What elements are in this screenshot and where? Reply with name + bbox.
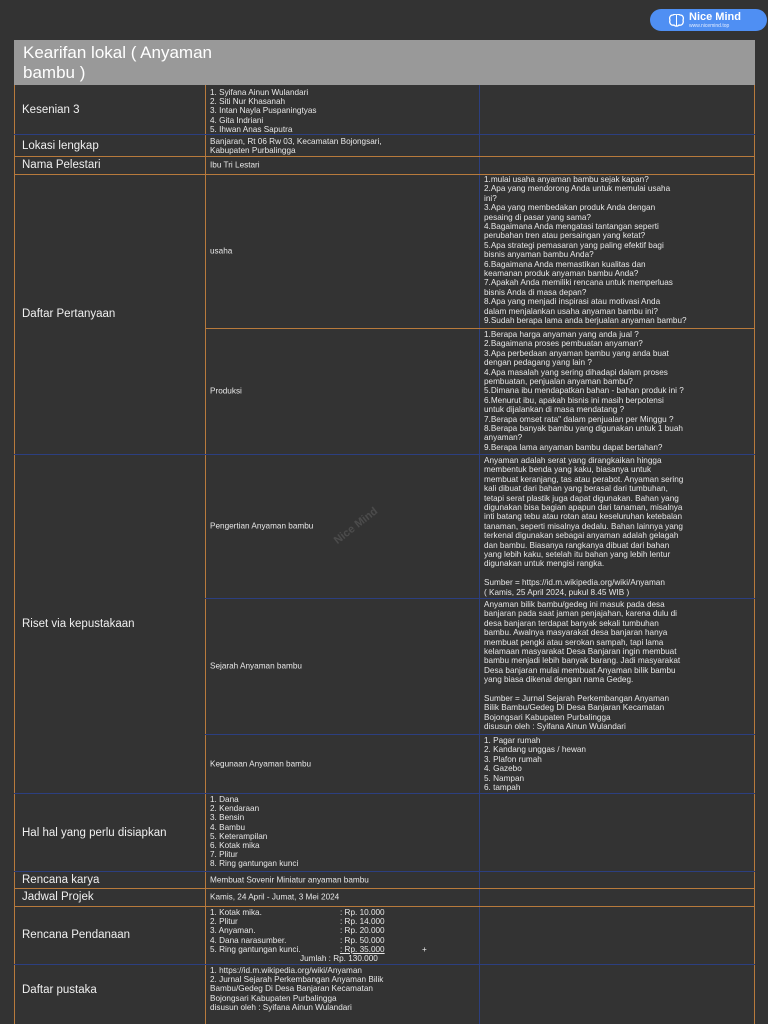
question-line: untuk dijalankan di masa mendatang ? <box>484 405 625 415</box>
plus-sign: + <box>422 944 427 954</box>
source-date-line: ( Kamis, 25 April 2024, pukul 8.45 WIB ) <box>484 587 630 597</box>
question-line: bisnis anyaman bambu Anda? <box>484 250 594 260</box>
budget-total: Jumlah : Rp. 130.000 <box>300 954 378 964</box>
text-line: digunakan bisa bagian apapun dari tanaman, misalnya <box>484 503 683 513</box>
question-line: ini? <box>484 193 497 203</box>
budget-price: : Rp. 50.000 <box>340 935 385 945</box>
budget-item: 2. Plitur <box>210 917 238 927</box>
lokasi-value <box>210 137 476 155</box>
member-item: 4. Gita Indriani <box>210 115 264 125</box>
question-line: 2.Apa yang mendorong Anda untuk memulai usaha <box>484 184 671 194</box>
usaha-questions <box>484 175 754 326</box>
reference-line: Bambu/Gedeg Di Desa Banjaran Kecamatan <box>210 984 373 994</box>
title-line-2: bambu ) <box>23 63 86 82</box>
question-line: 4.Apa masalah yang sering dihadapi dalam proses <box>484 367 668 377</box>
list-item: 3. Plafon rumah <box>484 754 542 764</box>
question-line: perubahan tren atau persaingan yang ketat? <box>484 231 646 241</box>
text-line: Anyaman adalah serat yang dirangkaikan hingga <box>484 456 662 465</box>
question-line: 9.Sudah berapa lama anda berjualan anyaman bambu? <box>484 316 687 326</box>
source-line: Sumber = https://id.m.wikipedia.org/wiki/Anyaman <box>484 578 665 588</box>
list-item: 2. Kendaraan <box>210 804 260 814</box>
question-line: 5.Apa strategi pemasaran yang paling efektif bagi <box>484 240 664 250</box>
list-item: 1. Pagar rumah <box>484 736 541 745</box>
blank-line <box>484 569 754 578</box>
kegunaan-label: Kegunaan Anyaman bambu <box>210 759 312 769</box>
question-line: dalam menjalankan usaha anyaman bambu ini? <box>484 306 658 316</box>
reference-line: 2. Jurnal Sejarah Perkembangan Anyaman Bilik <box>210 975 384 985</box>
persiapan-list <box>210 795 476 869</box>
source-line: disusun oleh : Syifana Ainun Wulandari <box>484 722 626 732</box>
reference-line: Bojongsari Kabupaten Purbalingga <box>210 993 337 1003</box>
text-line: kali dibuat dari bahan yang berasal dari tumbuhan, <box>484 484 668 494</box>
pelestari-label: Nama Pelestari <box>22 159 101 171</box>
budget-price: : Rp. 10.000 <box>340 908 385 917</box>
question-line: 2.Bagaimana proses pembuatan anyaman? <box>484 339 643 349</box>
lokasi-line: Banjaran, Rt 06 Rw 03, Kecamatan Bojongsari, <box>210 137 382 146</box>
text-line: dan bambu. Biasanya rangkanya dibuat dari bahan <box>484 540 670 550</box>
list-item: 6. Kotak mika <box>210 841 260 851</box>
list-item: 2. Kandang unggas / hewan <box>484 745 586 755</box>
kegunaan-list <box>484 736 754 792</box>
badge-url: www.nicemind.top <box>689 22 730 29</box>
question-line: 6.Bagaimana Anda memastikan kualitas dan <box>484 259 646 269</box>
text-line: membuat keranjang, tas atau perabot. Anyaman sering <box>484 474 684 484</box>
question-line: 6.Menurut ibu, apakah bisnis ini masih berpotensi <box>484 395 664 405</box>
member-item: 3. Intan Nayla Puspaningtyas <box>210 106 317 116</box>
text-line: yang biasa dikenal dengan nama Gedeg. <box>484 675 634 685</box>
question-line: pesaing di pasar yang sama? <box>484 212 591 222</box>
watermark: Nice Mind <box>331 505 381 547</box>
member-item: 1. Syifana Ainun Wulandari <box>210 88 309 97</box>
question-line: 8.Berapa banyak bambu yang digunakan untuk 1 buah <box>484 424 683 434</box>
question-line: 5.Dimana ibu mendapatkan bahan - bahan produk ini ? <box>484 386 684 396</box>
produksi-questions <box>484 330 754 452</box>
list-item: 7. Plitur <box>210 850 238 860</box>
pustaka-list <box>210 966 476 1012</box>
question-line: 4.Bagaimana Anda mengatasi tantangan seperti <box>484 222 659 232</box>
reference-line: 1. https://id.m.wikipedia.org/wiki/Anyaman <box>210 966 362 975</box>
persiapan-label: Hal hal yang perlu disiapkan <box>22 827 167 839</box>
pendanaan-list <box>210 908 476 963</box>
text-line: yang lebih kaku, setelah itu bahan yang lebih lentur <box>484 550 671 560</box>
question-line: 1.mulai usaha anyaman bambu sejak kapan? <box>484 175 649 184</box>
list-item: 4. Bambu <box>210 822 246 832</box>
reference-line: disusun oleh : Syifana Ainun Wulandari <box>210 1002 352 1012</box>
member-item: 5. Ihwan Anas Saputra <box>210 124 293 134</box>
list-item: 8. Ring gantungan kunci <box>210 859 299 869</box>
sejarah-label: Sejarah Anyaman bambu <box>210 661 302 671</box>
title-line-1: Kearifan lokal ( Anyaman <box>23 43 212 62</box>
text-line: membentuk benda yang kaku, biasanya untuk <box>484 465 652 475</box>
budget-price: : Rp. 35.000 <box>340 944 385 954</box>
pendanaan-label: Rencana Pendanaan <box>22 929 131 941</box>
karya-value: Membuat Sovenir Miniatur anyaman bambu <box>210 875 369 885</box>
question-line: 3.Apa yang membedakan produk Anda dengan <box>484 203 656 213</box>
member-list <box>210 88 476 134</box>
produksi-label: Produksi <box>210 386 242 396</box>
member-item: 2. Siti Nur Khasanah <box>210 97 286 107</box>
text-line: inti batang tebu atau rotan atau keseluruhan ketebalan <box>484 512 683 522</box>
question-line: bisnis Anda di masa depan? <box>484 287 587 297</box>
question-line: 7.Apakah Anda memiliki rencana untuk memperluas <box>484 278 673 288</box>
pelestari-value: Ibu Tri Lestari <box>210 160 260 170</box>
text-line: bambu. Awalnya masyarakat desa banjaran hanya <box>484 628 668 638</box>
badge-name: Nice Mind <box>689 10 741 23</box>
text-line: desa banjaran terdapat banyak sekali tumbuhan <box>484 618 659 628</box>
lokasi-line: Kabupaten Purbalingga <box>210 146 296 156</box>
pengertian-label: Pengertian Anyaman bambu <box>210 521 314 531</box>
jadwal-value: Kamis, 24 April - Jumat, 3 Mei 2024 <box>210 892 340 902</box>
question-line: dengan pedagang yang lain ? <box>484 358 592 368</box>
list-item: 3. Bensin <box>210 813 245 823</box>
list-item: 5. Keterampilan <box>210 831 268 841</box>
list-item: 1. Dana <box>210 795 239 804</box>
kesenian-label: Kesenian 3 <box>22 104 80 116</box>
pertanyaan-label: Daftar Pertanyaan <box>22 308 116 320</box>
list-item: 4. Gazebo <box>484 764 522 774</box>
sejarah-text <box>484 600 754 732</box>
list-item: 6. tampah <box>484 783 521 793</box>
question-line: 9.Berapa lama anyaman bambu dapat bertahan? <box>484 442 663 452</box>
budget-item: 3. Anyaman. <box>210 926 256 936</box>
budget-row <box>210 908 476 917</box>
question-line: 3.Apa perbedaan anyaman bambu yang anda buat <box>484 348 669 358</box>
karya-label: Rencana karya <box>22 874 100 886</box>
budget-row <box>210 945 476 954</box>
document-title <box>14 40 755 85</box>
jadwal-label: Jadwal Projek <box>22 891 94 903</box>
brain-logo-icon <box>669 14 684 27</box>
question-line: 8.Apa yang menjadi inspirasi atau motivasi Anda <box>484 297 661 307</box>
source-line: Bojongsari Kabupaten Purbalingga <box>484 712 611 722</box>
budget-row <box>210 926 476 935</box>
budget-price: : Rp. 14.000 <box>340 917 385 927</box>
text-line: kelamaan masyarakat Desa Banjaran ingin membuat <box>484 647 677 657</box>
budget-item: 5. Ring gantungan kunci. <box>210 944 301 954</box>
pustaka-label: Daftar pustaka <box>22 984 97 996</box>
text-line: banjaran pada saat jaman penjajahan, karena dulu di <box>484 609 678 619</box>
source-line: Sumber = Jurnal Sejarah Perkembangan Anyaman <box>484 694 670 704</box>
pengertian-text <box>484 456 754 597</box>
question-line: 7.Berapa omset rata" dalam penjualan per Minggu ? <box>484 414 674 424</box>
budget-row <box>210 936 476 945</box>
text-line: tetapi serat plastik juga dapat digunakan. Bahan yang <box>484 493 679 503</box>
nice-mind-badge[interactable] <box>650 9 767 31</box>
text-line: bambu menjadi lebih banyak barang. Jadi masyarakat <box>484 656 681 666</box>
question-line: 1.Berapa harga anyaman yang anda jual ? <box>484 330 639 339</box>
lokasi-label: Lokasi lengkap <box>22 140 99 152</box>
usaha-label: usaha <box>210 246 233 256</box>
budget-row <box>210 917 476 926</box>
question-line: anyaman? <box>484 433 523 443</box>
source-line: Bilik Bambu/Gedeg Di Desa Banjaran Kecamatan <box>484 703 665 713</box>
question-line: keamanan produk anyaman bambu Anda? <box>484 269 639 279</box>
text-line: Anyaman bilik bambu/gedeg ini masuk pada desa <box>484 600 665 609</box>
budget-price: : Rp. 20.000 <box>340 926 385 936</box>
budget-item: 1. Kotak mika. <box>210 908 262 917</box>
text-line: digunakan untuk mengisi rangka. <box>484 559 605 569</box>
text-line: membuat pengki atau serokan sampah, tapi lama <box>484 637 664 647</box>
list-item: 5. Nampan <box>484 773 525 783</box>
text-line: terkenal digunakan sebagai anyaman adalah gelagah <box>484 531 679 541</box>
question-line: pembuatan, penjualan anyaman bambu? <box>484 377 633 387</box>
riset-label: Riset via kepustakaan <box>22 618 135 630</box>
blank-line <box>484 685 754 694</box>
budget-item: 4. Dana narasumber. <box>210 935 287 945</box>
text-line: Desa banjaran mulai membuat Anyaman bilik bambu <box>484 665 676 675</box>
text-line: tanaman, seperti misalnya dedalu. Bahan lainnya yang <box>484 521 683 531</box>
